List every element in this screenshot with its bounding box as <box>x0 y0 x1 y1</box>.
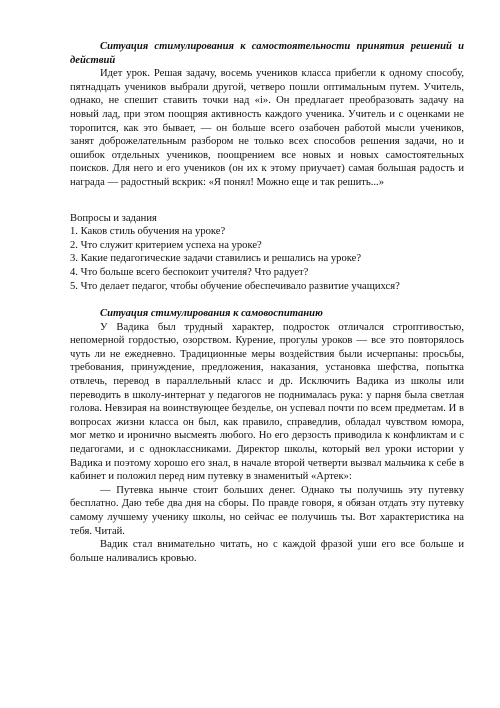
vadik-paragraph: У Вадика был трудный характер, подросток отличался строптивостью, непомерной гордостью, озорством. Курение, прогулы уроков — все это повторялось чуть ли не ежедневно. Традиционные меры воздействия были исчерпаны: просьбы, требования, принуждение, предложения, наказания, установка шефства, попытка отвлечь, перевод в параллельный класс и др. Исключить Вадика из школы или переводить в школу-интернат у педагогов не поднималась рука: у парня была светлая голова. Невзирая на воинствующее безделье, он успевал почти по всем предметам. И в вопросах жизни класса он был, как правило, справедлив, обладал чувством юмора, мог метко и иронично высмеять любого. Но его дерзость приводила к конфликтам и с педагогами, и с одноклассниками. Директор школы, который вел уроки истории у Вадика и поэтому хорошо его знал, в начале второй четверти вызвал мальчика к себе в кабинет и положил перед ним путевку в знаменитый «Артек»: <box>70 321 464 483</box>
question-item: 1. Каков стиль обучения на уроке? <box>70 226 226 238</box>
lesson-paragraph: Идет урок. Решая задачу, восемь учеников класса прибегли к одному способу, пятнадцать учеников выбрали другой, четверо пошли оптимальным путем. Учитель, однако, не спешит ставить точки над «i». Он предлагает преобразовать задачу на новый лад, при этом поощряя активность каждого ученика. Учитель и с оценками не торопится, как это бывает, — он больше всего озабочен работой мысли учеников, занят доброжелательным разбором не только всех способов решения задачи, но и ошибок отдельных учеников, поощрением все новых и новых самостоятельных поисков. Для него и его учеников (он их к этому приучает) самая большая радость и награда — радостный вскрик: «Я понял! Можно еще и так решить...» <box>70 68 464 188</box>
question-item: 3. Какие педагогические задачи ставились и решались на уроке? <box>70 253 362 265</box>
question-item: 5. Что делает педагог, чтобы обучение обеспечивало развитие учащихся? <box>70 280 400 292</box>
director-quote: — Путевка нынче стоит больших денег. Однако ты получишь эту путевку бесплатно. Даю тебе два дня на сборы. По правде говоря, я обязан отдать эту путевку самому лучшему ученику школы, но сейчас ее получишь ты. Вот характеристика на тебя. Читай. <box>70 484 464 537</box>
closing-paragraph: Вадик стал внимательно читать, но с каждой фразой уши его все больше и больше наливались кровью. <box>70 539 464 564</box>
section-title-self-education: Ситуация стимулирования к самовоспитанию <box>100 308 323 320</box>
questions-list <box>70 225 464 293</box>
question-item: 2. Что служит критерием успеха на уроке? <box>70 239 262 251</box>
section-title-independence: Ситуация стимулирования к самостоятельности принятия решений и действий <box>70 41 464 66</box>
document-page <box>70 40 464 565</box>
questions-title: Вопросы и задания <box>70 212 157 224</box>
question-item: 4. Что больше всего беспокоит учителя? Что радует? <box>70 266 309 278</box>
